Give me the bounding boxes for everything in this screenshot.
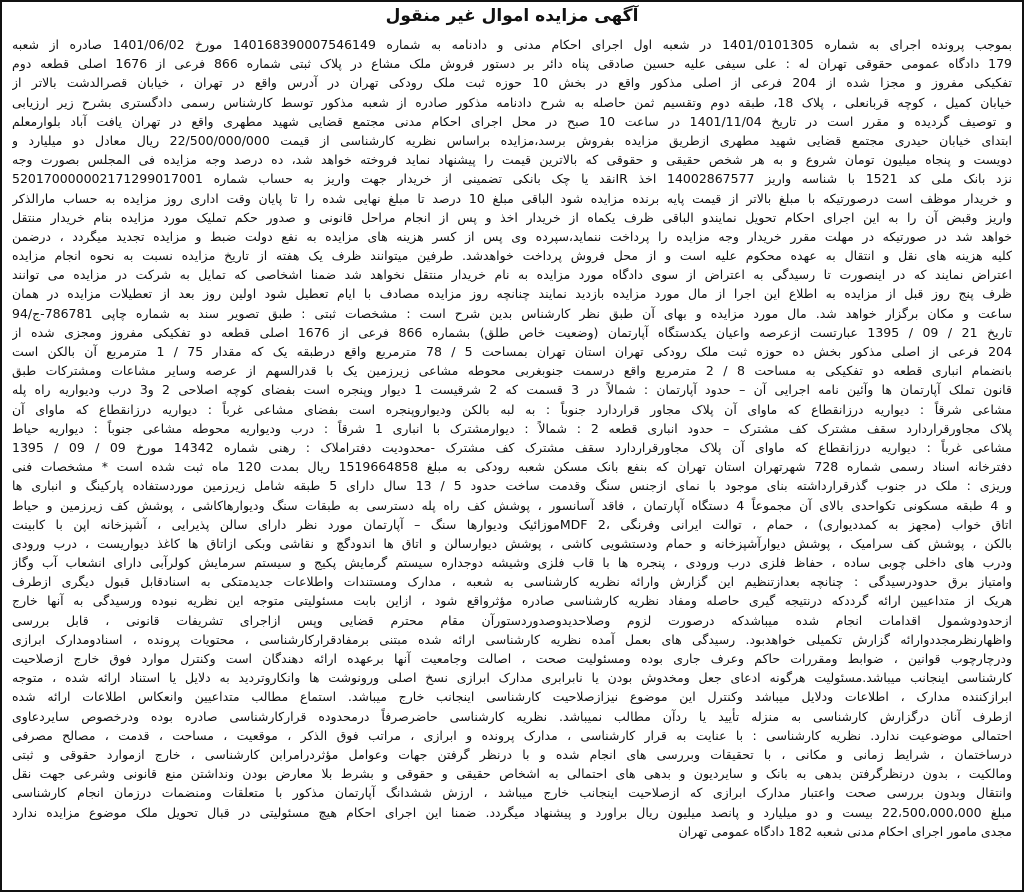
notice-line: و خریدار موظف است درصورتیکه با مبلغ بالاتر از قیمت پایه برنده مزایده شود الباقی مبلغ 10 درصد تا مبلغ نهایی شده را تا پایان وقت اداری روز مزایده به حساب مارالذکر (12, 190, 1012, 206)
notice-line: وامتیاز برق حدودرسیدگی : چنانچه بعدازتنظیم این گزارش وارائه نظریه کارشناسی به شعبه ، مدارک ومستندات واطلاعات جدیدمتکی به اسنادقابل قبول دیگری ازطرف (12, 574, 1012, 590)
notice-line: نزد بانک ملی کد 1521 با شناسه واریز 14002867577 اخذ IRنقد یا چک بانکی تضمینی از خریدار جهت واریز به حساب شماره 520170000002171299017001 (12, 171, 1012, 187)
notice-line: بانضمام انباری قطعه دو تفکیکی به مساحت 8 / 2 مترمربع واقع درسمت جنوبغربی محوطه مشاعی زیرزمین یک با قدرالسهم از عرصه وسایر مشاعات ومشترکات طبق (12, 363, 1012, 379)
notice-line: و توصیف گردیده و مقرر است در تاریخ 1401/11/04 در ساعت 10 صبح در محل اجرای احکام مدنی مجتمع قضایی شهید مطهری واقع در تهران یافت آباد بلوارمعلم (12, 113, 1012, 129)
notice-line: وریزی : ملک در جنوب گذرقرارداشته بنای موجود با نمای ازجنس سنگ وقدمت ساخت حدود 5 / 13 سال دارای 5 طبقه شامل زیرزمین موردستفاده پارکینگ و انباری ها (12, 478, 1012, 494)
notice-line: ساعت و مکان برگزار خواهد شد. مال مورد مزایده و بهای آن طبق نظر کارشناس بدین شرح است : مشخصات ثبتی : طبق تصویر سند به شماره چاپی 786781-ج/94 (12, 305, 1012, 321)
notice-line: 204 فرعی از اصلی مذکور بخش ده حوزه ثبت ملک رودکی تهران استان تهران بمساحت 5 / 78 مترمربع واقع درطبقه یک که مقدار 75 / 1 مترمربع آن بالکن است (12, 344, 1012, 359)
notice-line: تفکیکی مفروز و مجزا شده از 204 فرعی از اصلی مذکور واقع در بخش 10 حوزه ثبت ملک رودکی تهران در آدرس واقع در تهران ، خیابان قصرالدشت بالاتر از (12, 75, 1012, 91)
notice-line: درساختمان ، شرایط زمانی و مکانی ، با تحقیقات وبررسی های انجام شده و با درنظر گرفتن جهات وعوامل مؤثردرامرابن کارشناسی ، خارج ازموارد حقوقی و ثبتی (12, 746, 1012, 762)
notice-line: ظرف پنج روز قبل از مزایده به اطلاع این اجرا از مال مورد مزایده بازدید نمایند چنانچه روز مزایده مصادف با ایام تعطیل شود اولین روز بعد از تعطیلات مزایده در همان (12, 286, 1012, 302)
notice-line: احتمالی موضوعیت ندارد. نظریه کارشناسی : با عنایت به قرار کارشناسی ، مدارک پرونده و ابرازی ، مراتب فوق الذکر ، موقعیت ، مساحت ، قدمت ، مصالح مصرفی (12, 727, 1012, 743)
notice-line: دفترخانه اسناد رسمی شماره 728 شهرتهران استان تهران که بنفع بانک مسکن شعبه رودکی به مبلغ 1519664858 ریال بمدت 120 ماه ثبت شده است * مشخصات فنی (12, 459, 1012, 475)
notice-line: وانتقال وبدون بررسی صحت واعتبار مدارک ابرازی که ازصلاحیت اینجانب خارج میباشد ، ارزش ششدانگ آپارتمان مذکور با متعلقات ومنضمات درزمان انجام کارشناسی (12, 785, 1012, 801)
notice-line: تاریخ 21 / 09 / 1395 عبارتست ازعرصه واعیان یکدستگاه آپارتمان (وضعیت خاص طلق) بشماره 866 فرعی از 1676 اصلی قطعه دو تفکیکی مفروز ومجزی شده از (12, 324, 1012, 340)
notice-line: هریک از متداعیین ارائه گرددکه درنتیجه گیری حاصله ومفاد نظریه کارشناسی صادره مؤثرواقع شود ، ازاین بابت مسئولیتی متوجه این نظریه نبوده ورسیدگی به آنها خارج (12, 593, 1012, 609)
notice-line: واظهارنظرمجددوارائه گزارش تکمیلی خواهدبود. رسیدگی های بعمل آمده نظریه کارشناسی ارائه شده مبتنی برمفادقرارکارشناسی ، محتویات پرونده ، اسنادومدارک ابرازی (12, 631, 1012, 647)
notice-line: مشاعی غرباً : دیواریه درزانقطاع که ماوای آن پلاک مجاورقراردارد سقف مشترک کف مشترک -محدودیت دفتراملاک : رهنی شماره 14342 مورخ 09 / 09 / 1395 (12, 439, 1012, 455)
notice-line: دویست و پنجاه میلیون تومان شروع و به هر شخص حقیقی و حقوقی که بالاترین قیمت را پیشنهاد نماید فروخته خواهد شد، ده درصد وجه مزایده فی المجلس بصورت وجه (12, 152, 1012, 168)
notice-title: آگهی مزایده اموال غیر منقول (385, 6, 639, 26)
notice-line: مبلغ 22،500،000،000 بیست و دو میلیارد و پانصد میلیون ریال براورد و پیشنهاد میگردد. ضمنا این اجرای احکام هیچ مسئولیتی در قبال تحویل ملک موضوع مزایده ندارد (12, 804, 1012, 820)
notice-line: بموجب پرونده اجرای به شماره 1401/0101305 در شعبه اول اجرای احکام مدنی و دادنامه به شماره 140168390007546149 مورخ 1401/06/02 صادره از شعبه (12, 37, 1012, 52)
notice-line: ازطرف آنان درگزارش کارشناسی به منزله تأیید یا ردآن مطالب نمیباشد. نظریه کارشناسی حاضرصرفاً درمحدوده قرارکارشناسی صادره بوده ودرخصوص سایردعاوی (12, 708, 1012, 724)
notice-line: ابتدای خیابان حیدری مجتمع قضایی شهید مطهری ازطریق مزایده بفروش برسد،مزایده براساس نظریه کارشناسی از قیمت 22/500/000/000 ریال معادل دو میلیارد و (12, 132, 1012, 148)
notice-line: 179 دادگاه عمومی حقوقی تهران له : علی سیفی علیه حسین صادقی پناه دائر بر دستور فروش ملک مشاع در پلاک ثبتی شماره 866 فرعی از 1676 اصلی قطعه دوم (12, 56, 1012, 72)
notice-line: کارشناسی اینجانب میباشد.مسئولیت هرگونه ادعای جعل ومخدوش بودن یا نابرابری مدارک ابرازی نسخ اصلی ورونوشت ها وانکاروتردید به دلایل یا استناد ارائه شده ، متوجه (12, 670, 1012, 686)
notice-line: واریز وقبض آن را به این اجرای احکام تحویل نمایندو الباقی ظرف یکماه از خریدار اخذ و پس از انجام مراحل قانونی و صدور حکم تملیک مورد مزایده بنام خریدار منتقل (12, 209, 1012, 225)
notice-body (12, 35, 1012, 884)
notice-line: خواهد شد در صورتیکه در مهلت مقرر خریدار وجه مزایده را پرداخت ننماید،سپرده وی پس از کسر هزینه های مزایده به نفع دولت ضبط و مزایده تجدید میگردد ، درضمن (12, 228, 1012, 244)
notice-line: ابرازکننده مدارک ، اطلاعات ودلایل میباشد وکنترل این موضوع نیزازصلاحیت کارشناسی اینجانب خارج میباشد. استماع مطالب متداعیین وانعکاس اطلاعات ارائه شده (12, 689, 1012, 705)
notice-line: و 4 طبقه مسکونی تکواحدی بالای آن مجموعاً 4 دستگاه آپارتمان ، فاقد آسانسور ، پوشش کف راه پله دسترسی به طبقات سنگ ودیوارهاکاشی ، پوشش کف زیرزمین و حیاط (12, 497, 1012, 513)
notice-line: قانون تملک آپارتمان ها وآئین نامه اجرایی آن – حدود آپارتمان : شمالاً در 3 قسمت که 2 شرقیست 1 دیوار وپنجره است بفضای کوچه اصلاحی 2 و3 درب ودیواریه راه پله (12, 382, 1012, 398)
notice-line: خیابان کمیل ، کوچه قربانعلی ، پلاک 18، طبقه دوم وتقسیم ثمن حاصله به شرح دادنامه مذکور صادره از شعبه مذکور توسط کارشناس رسمی دادگستری بشرح زیر ارزیابی (12, 94, 1012, 110)
notice-line: ودرب های داخلی چوبی ساده ، حفاظ فلزی درب ورودی ، پنجره ها با قاب فلزی وشیشه دوجداره سیستم گرمایش پکیج و سیستم سرمایش کولرآبی دارای انشعاب آب وگاز (12, 555, 1012, 571)
notice-line: کلیه هزینه های نقل و انتقال به عهده محکوم علیه است و از محل فروش پرداخت خواهدشد. طرفین میتوانند ظرف یک هفته از تاریخ مزایده نسبت به نحوه انجام مزایده (12, 248, 1012, 264)
notice-line: ازحدودوشمول اقدامات انجام شده میباشدکه درصورت لزوم وصلاحدیدوصدوردستورآن مقام محترم قضایی وپس ازاجرای تشریفات قانونی ، قابل بررسی (12, 612, 1012, 628)
notice-line: اتاق خواب (مجهز به کمددیواری) ، حمام ، توالت ایرانی وفرنگی ،MDF 2موزائیک ودیوارها سنگ – آپارتمان مورد نظر دارای سالن پذیرایی ، آشپزخانه اپن با کابینت (12, 516, 1012, 532)
notice-line: ودرچارچوب قوانین ، ضوابط ومقررات حاکم وعرف جاری بوده ومسئولیت صحت ، اصالت وجامعیت آنها برعهده ارائه دهندگان است وکنترل موارد فوق خارج ازصلاحیت (12, 651, 1012, 666)
notice-line: ومالکیت ، بدون درنظرگرفتن بدهی به بانک و سایردیون و بدهی های احتمالی به اشخاص حقیقی و حقوقی و بشرط بلا معارض بودن ونداشتن منع قانونی وشرعی جهت نقل (12, 766, 1012, 782)
notice-line: بالکن ، پوشش کف سرامیک ، پوشش دیوارآشپزخانه و حمام ودستشویی کاشی ، پوشش دیوارسالن و اتاق ها اندودگچ و نقاشی وبکی ازاتاق ها کاغذ دیواریست ، درب ورودی (12, 535, 1012, 551)
notice-line: پلاک مجاورقراردارد سقف مشترک کف مشترک – حدود انباری قطعه 2 : شمالاً : دیوارمشترک با انباری 1 شرقاً : درب ودیواریه محوطه مشاعی جنوباً : دیواریه حیاط (12, 420, 1012, 436)
notice-line: مشاعی شرقاً : دیواریه درزانقطاع که ماوای آن پلاک مجاور قراردارد جنوباً : به لبه بالکن ودیواروپنجره است بفضای مشاعی غرباً : دیواریه درزانقطاع که ماوای آن (12, 401, 1012, 417)
notice-line: مجدی مامور اجرای احکام مدنی شعبه 182 دادگاه عمومی تهران (678, 823, 1012, 839)
notice-line: اعتراض نمایند که در اینصورت تا رسیدگی به اعتراض از سوی دادگاه مورد مزایده به نام خریدار منتقل نخواهد شد ضمنا اشخاصی که تمایل به شرکت در مزایده می توانند (12, 267, 1012, 283)
